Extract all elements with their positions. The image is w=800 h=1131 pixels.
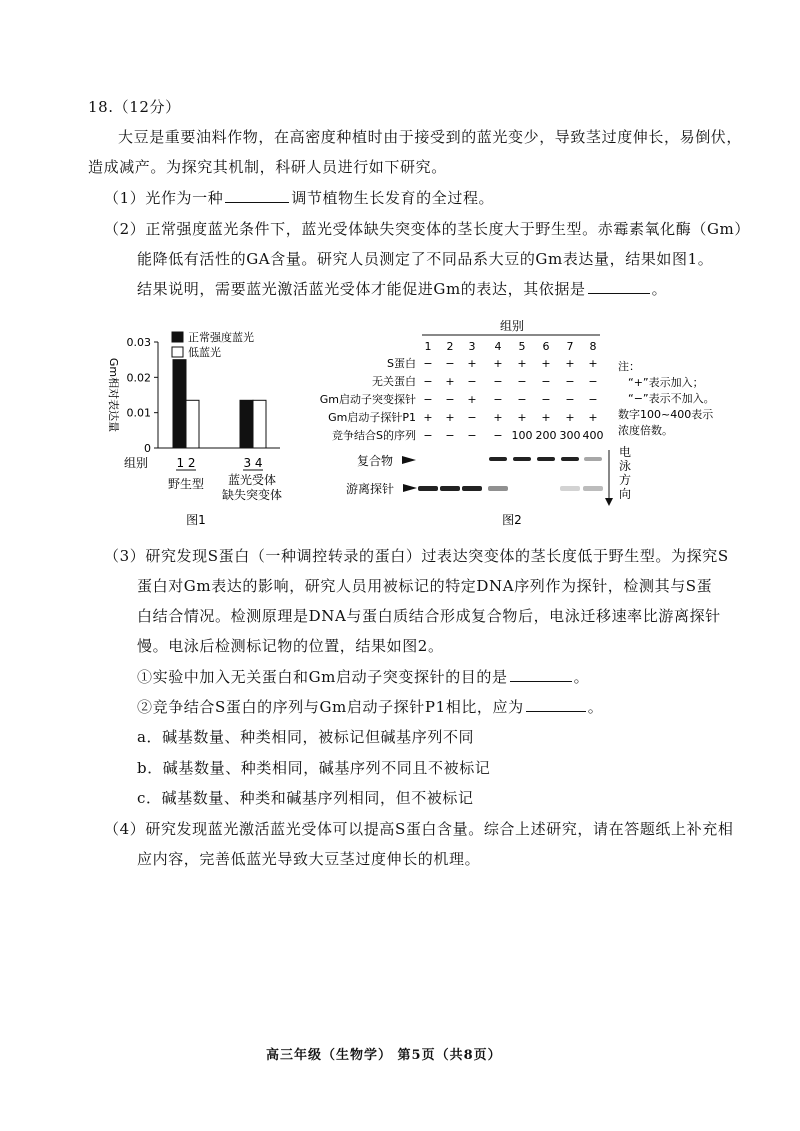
bar-2 xyxy=(186,400,199,448)
y-tick-label: 0.03 xyxy=(126,336,151,349)
lane-number: 6 xyxy=(542,340,550,353)
row-cell: − xyxy=(445,429,455,442)
free-probe-band xyxy=(418,486,438,491)
tick-group-label: 3 4 xyxy=(243,456,263,470)
y-tick-label: 0.01 xyxy=(126,406,151,420)
free-probe-label: 游离探针 xyxy=(346,482,395,496)
part3-line-3: 白结合情况。检测原理是DNA与蛋白质结合形成复合物后，电泳迁移速率比游离探针 xyxy=(137,607,721,625)
row-cell: + xyxy=(565,411,575,424)
row-cell: − xyxy=(423,393,433,406)
row-label: S蛋白 xyxy=(387,357,416,370)
row-cell: + xyxy=(541,411,551,424)
row-cell: 400 xyxy=(582,429,604,442)
part3-line-1: （3）研究发现S蛋白（一种调控转录的蛋白）过表达突变体的茎长度低于野生型。为探究S xyxy=(104,547,729,565)
row-cell: − xyxy=(445,393,455,406)
row-label: 竞争结合S的序列 xyxy=(332,429,416,442)
row-cell: 200 xyxy=(535,429,557,442)
row-cell: − xyxy=(493,393,503,406)
row-cell: − xyxy=(493,429,503,442)
sub2-answer-blank[interactable] xyxy=(526,697,586,712)
part4-line-1: （4）研究发现蓝光激活蓝光受体可以提高S蛋白含量。综合上述研究，请在答题纸上补充相 xyxy=(104,820,734,838)
part3-line-4: 慢。电泳后检测标记物的位置，结果如图2。 xyxy=(137,637,444,655)
lane-number: 4 xyxy=(494,340,502,353)
part2-text-post: 。 xyxy=(651,280,668,298)
row-cell: + xyxy=(467,393,477,406)
figure-1-caption: 图1 xyxy=(186,513,206,527)
complex-arrow xyxy=(402,456,416,464)
fig2-note: “−”表示不加入。 xyxy=(628,392,715,405)
sub2-text-post: 。 xyxy=(587,698,604,716)
fig2-note: “+”表示加入； xyxy=(628,376,704,389)
row-cell: + xyxy=(588,411,598,424)
free-probe-band xyxy=(488,486,508,491)
free-probe-band xyxy=(560,486,580,491)
lane-number: 3 xyxy=(468,340,476,353)
lane-number: 5 xyxy=(518,340,526,353)
row-cell: + xyxy=(467,357,477,370)
option-c: c．碱基数量、种类和碱基序列相同，但不被标记 xyxy=(137,789,474,807)
fig2-header: 组别 xyxy=(499,319,525,333)
row-cell: 300 xyxy=(559,429,581,442)
row-cell: − xyxy=(541,375,551,388)
group-label-mutant: 蓝光受体 xyxy=(227,473,277,487)
figure-2-caption: 图2 xyxy=(502,513,522,527)
sub1-text-pre: ①实验中加入无关蛋白和Gm启动子突变探针的目的是 xyxy=(137,668,508,686)
row-label: Gm启动子探针P1 xyxy=(328,411,416,424)
direction-label: 向 xyxy=(618,487,632,501)
row-cell: − xyxy=(517,375,527,388)
complex-band xyxy=(584,457,602,461)
direction-label: 方 xyxy=(618,473,632,487)
fig2-note: 数字100~400表示 xyxy=(618,408,714,421)
row-cell: + xyxy=(517,411,527,424)
complex-label: 复合物 xyxy=(357,454,394,468)
group-label-wildtype: 野生型 xyxy=(167,477,205,491)
row-cell: − xyxy=(588,375,598,388)
part1-text-post: 调节植物生长发育的全过程。 xyxy=(291,189,495,207)
row-cell: + xyxy=(423,411,433,424)
part2-line-1: （2）正常强度蓝光条件下，蓝光受体缺失突变体的茎长度大于野生型。赤霉素氧化酶（Gm） xyxy=(104,220,750,238)
complex-band xyxy=(537,457,555,461)
row-cell: − xyxy=(423,429,433,442)
row-cell: − xyxy=(493,375,503,388)
option-a: a．碱基数量、种类相同，被标记但碱基序列不同 xyxy=(137,728,475,746)
bar-4 xyxy=(253,400,266,448)
row-cell: − xyxy=(445,357,455,370)
bar-1 xyxy=(173,360,186,448)
x-axis-label: 组别 xyxy=(124,456,149,470)
direction-label: 泳 xyxy=(618,459,632,473)
part3-line-2: 蛋白对Gm表达的影响，研究人员用被标记的特定DNA序列作为探针，检测其与S蛋 xyxy=(137,577,713,595)
lane-number: 7 xyxy=(566,340,574,353)
row-cell: − xyxy=(423,357,433,370)
figure-1-chart xyxy=(100,322,300,532)
row-cell: + xyxy=(517,357,527,370)
row-cell: − xyxy=(565,375,575,388)
figure-2-gel xyxy=(300,318,720,533)
sub2-text-pre: ②竞争结合S蛋白的序列与Gm启动子探针P1相比，应为 xyxy=(137,698,524,716)
fig2-note: 浓度倍数。 xyxy=(618,424,673,437)
y-axis-label: Gm相对表达量 xyxy=(107,357,120,433)
direction-label: 电 xyxy=(618,445,632,459)
legend-swatch-low xyxy=(172,347,183,357)
sub2-line xyxy=(137,697,603,717)
page-footer: 高三年级（生物学） 第5页（共8页） xyxy=(266,1048,502,1063)
free-probe-arrow xyxy=(403,484,417,492)
row-cell: + xyxy=(493,411,503,424)
free-probe-band xyxy=(583,486,603,491)
row-cell: − xyxy=(423,375,433,388)
lane-number: 8 xyxy=(589,340,597,353)
direction-arrow-head xyxy=(605,498,613,506)
intro-line-1: 大豆是重要油料作物，在高密度种植时由于接受到的蓝光变少，导致茎过度伸长，易倒伏， xyxy=(118,128,743,146)
complex-band xyxy=(561,457,579,461)
bar-3 xyxy=(240,400,253,448)
question-number: 18.（12分） xyxy=(88,98,181,116)
row-cell: 100 xyxy=(511,429,533,442)
intro-line-2: 造成减产。为探究其机制，科研人员进行如下研究。 xyxy=(88,158,447,176)
row-cell: + xyxy=(493,357,503,370)
free-probe-band xyxy=(462,486,482,491)
part2-answer-blank[interactable] xyxy=(588,279,650,294)
row-cell: + xyxy=(565,357,575,370)
row-label: Gm启动子突变探针 xyxy=(319,393,416,406)
row-cell: − xyxy=(467,429,477,442)
row-cell: + xyxy=(445,411,455,424)
part1-answer-blank[interactable] xyxy=(225,188,289,203)
row-label: 无关蛋白 xyxy=(372,375,416,388)
row-cell: + xyxy=(541,357,551,370)
complex-band xyxy=(489,457,507,461)
legend-label-normal: 正常强度蓝光 xyxy=(188,331,254,344)
part2-line-3 xyxy=(137,279,667,299)
part4-line-2: 应内容，完善低蓝光导致大豆茎过度伸长的机理。 xyxy=(137,850,481,868)
row-cell: + xyxy=(588,357,598,370)
row-cell: + xyxy=(445,375,455,388)
option-b: b．碱基数量、种类相同，碱基序列不同且不被标记 xyxy=(137,759,491,777)
fig2-note: 注： xyxy=(618,360,640,373)
part2-line-2: 能降低有活性的GA含量。研究人员测定了不同品系大豆的Gm表达量，结果如图1。 xyxy=(137,250,714,268)
y-tick-label: 0.02 xyxy=(126,371,151,385)
sub1-text-post: 。 xyxy=(573,668,590,686)
complex-band xyxy=(513,457,531,461)
part1-text-pre: （1）光作为一种 xyxy=(104,189,224,207)
part2-text-pre: 结果说明，需要蓝光激活蓝光受体才能促进Gm的表达，其依据是 xyxy=(137,280,586,298)
sub1-answer-blank[interactable] xyxy=(510,667,572,682)
lane-number: 1 xyxy=(424,340,432,353)
row-cell: − xyxy=(467,375,477,388)
row-cell: − xyxy=(588,393,598,406)
lane-number: 2 xyxy=(446,340,454,353)
free-probe-band xyxy=(440,486,460,491)
tick-group-label: 1 2 xyxy=(176,456,196,470)
group-label-mutant: 缺失突变体 xyxy=(221,488,283,502)
sub1-line xyxy=(137,667,589,687)
row-cell: − xyxy=(517,393,527,406)
row-cell: − xyxy=(565,393,575,406)
part1-line xyxy=(104,188,494,208)
legend-label-low: 低蓝光 xyxy=(188,346,221,359)
legend-swatch-normal xyxy=(172,332,183,342)
row-cell: − xyxy=(541,393,551,406)
y-tick-label: 0 xyxy=(144,442,151,455)
row-cell: − xyxy=(467,411,477,424)
